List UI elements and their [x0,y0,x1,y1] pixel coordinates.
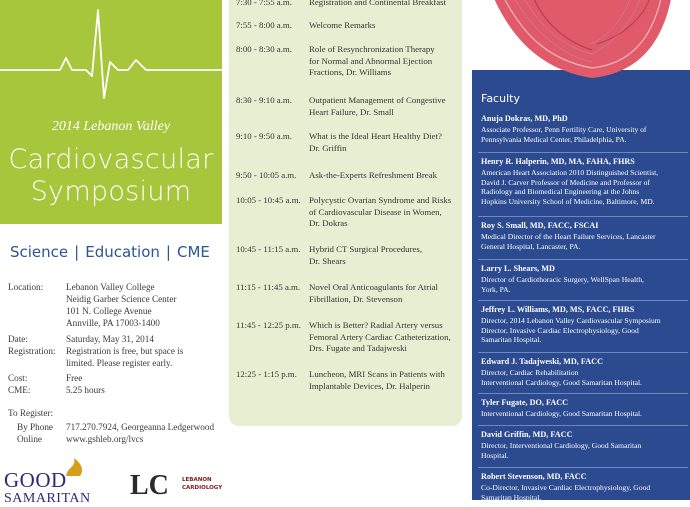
faculty-description [481,441,686,460]
schedule-time: 7:30 - 7:55 a.m. [236,0,292,7]
register-heading: To Register: [8,408,54,418]
schedule-session-line: Dr. Shears [309,255,346,266]
faculty-divider [478,352,688,353]
faculty-name: Jeffrey L. Williams, MD, MS, FACC, FHRS [481,305,635,314]
cme-value: 5.25 hours [66,385,105,395]
faculty-divider [478,152,688,153]
faculty-heading: Faculty [481,92,520,105]
faculty-description [481,125,686,144]
faculty-description-line: Hospital. [481,450,509,460]
schedule-session-line: Implantable Devices, Dr. Halperin [309,380,430,391]
faculty-name: Tyler Fugate, DO, FACC [481,398,569,407]
faculty-description-line: Director of Cardiothoracic Surgery, WellSpan Health, [481,275,644,284]
faculty-divider [478,393,688,394]
faculty-description-line: Samaritan Hospital. [481,335,542,345]
location-line: Annville, PA 17003-1400 [66,318,160,328]
schedule-session-line: Registration and Continental Breakfast [309,0,447,7]
faculty-name: Larry L. Shears, MD [481,264,555,273]
faculty-description [481,168,686,206]
faculty-description-line: Associate Professor, Penn Fertility Care, University of [481,125,647,134]
cme-label: CME: [8,385,31,395]
schedule-session [309,170,459,182]
faculty-description [481,368,686,387]
schedule-time: 10:05 - 10:45 a.m. [236,195,301,205]
cost-label: Cost: [8,373,28,383]
schedule-session [309,95,459,118]
schedule-session-line: Dr. Dokras [309,218,348,228]
date-label: Date: [8,334,28,344]
schedule-session-line: Luncheon, MRI Scans in Patients with [309,369,445,379]
schedule-session [309,244,459,267]
faculty-description-line: American Heart Association 2010 Distinguished Scientist, [481,168,659,177]
schedule-time: 7:55 - 8:00 a.m. [236,20,292,30]
schedule-session-line: of Cardiovascular Disease in Women, [309,206,442,217]
schedule-time: 10:45 - 11:15 a.m. [236,244,301,254]
event-title-line2: Symposium [30,176,192,207]
schedule-session [309,195,459,230]
location-label: Location: [8,282,44,292]
schedule-session-line: Hybrid CT Surgical Procedures, [309,244,423,254]
faculty-name: Roy S. Small, MD, FACC, FSCAI [481,221,599,230]
faculty-name: David Griffin, MD, FACC [481,430,573,439]
schedule-session-line: Fractions, Dr. Williams [309,67,392,77]
registration-line: Registration is free, but space is [66,346,184,356]
schedule-session [309,20,459,32]
schedule-session-line: Heart Failure, Dr. Small [309,106,394,117]
schedule-session-line: Polycystic Ovarian Syndrome and Risks [309,195,452,205]
location-line: 101 N. College Avenue [66,306,152,316]
lebanon-cardiology-logo [130,470,222,500]
location-line: Lebanon Valley College [66,282,155,292]
schedule-session-line: Femoral Artery Cardiac Catheterization, [309,331,451,342]
faculty-description [481,409,686,419]
schedule-session-line: Welcome Remarks [309,20,376,30]
schedule-time: 9:10 - 9:50 a.m. [236,131,292,141]
faculty-description-line: Director, Cardiac Rehabilitation [481,368,579,377]
tagline-science: Science [10,243,69,261]
phone-value: 717.270.7924, Georgeanna Ledgerwood [66,422,215,432]
cost-value: Free [66,373,83,383]
schedule-session [309,369,459,392]
faculty-divider [478,467,688,468]
event-year-subtitle: 2014 Lebanon Valley [51,119,171,134]
schedule-time: 8:00 - 8:30 a.m. [236,44,292,54]
event-title-line1: Cardiovascular [8,144,214,175]
faculty-name: Edward J. Tadajweski, MD, FACC [481,357,603,366]
schedule-session-line: Role of Resynchronization Therapy [309,44,435,54]
lebanon-cardiology-text: CARDIOLOGY [182,485,223,491]
faculty-description-line: David J. Carver Professor of Medicine and Professor of [481,177,650,187]
faculty-description [481,316,686,345]
faculty-description-line: Pennsylvania Medical Center, Philadelphia, PA. [481,134,627,144]
schedule-session-line: Dr. Griffin [309,142,347,153]
faculty-name: Anuja Dokras, MD, PhD [481,114,568,123]
faculty-description-line: Director, 2014 Lebanon Valley Cardiovascular Symposium [481,316,661,325]
date-value: Saturday, May 31, 2014 [66,334,154,344]
online-label: Online [17,434,43,444]
faculty-description-line: Samaritan Hospital. [481,492,542,502]
faculty-description-line: Hopkins University School of Medicine, Baltimore, MD. [481,196,655,206]
faculty-divider [478,300,688,301]
faculty-description-line: Radiology and Biomedical Engineering at the Johns [481,187,640,197]
lebanon-cardiology-monogram: LC [130,470,169,501]
faculty-description-line: Director, Invasive Cardiac Electrophysiology, Good [481,325,639,335]
faculty-description-line: Medical Director of the Heart Failure Services, Lancaster [481,232,656,241]
faculty-name: Henry R. Halperin, MD, MA, FAHA, FHRS [481,157,635,166]
tagline: Science | Education | CME [10,243,210,261]
faculty-description-line: York, PA. [481,284,511,294]
schedule-time: 9:50 - 10:05 a.m. [236,170,297,180]
faculty-divider [478,216,688,217]
faculty-description [481,232,686,251]
schedule-time: 8:30 - 9:10 a.m. [236,95,292,105]
phone-label: By Phone [17,422,53,432]
faculty-description [481,275,686,294]
heart-illustration [472,0,690,82]
registration-url-link[interactable]: www.gshleb.org/lvcs [66,434,144,444]
schedule-session-line: Which is Better? Radial Artery versus [309,320,443,330]
location-line: Neidig Garber Science Center [66,294,177,304]
ecg-line-graphic [0,0,222,110]
schedule-session-line: What is the Ideal Heart Healthy Diet? [309,131,442,141]
schedule-session [309,0,459,9]
faculty-name: Robert Stevenson, MD, FACC [481,472,587,481]
schedule-time: 12:25 - 1:15 p.m. [236,369,297,379]
faculty-description-line: Co-Director, Invasive Cardiac Electrophysiology, Good [481,483,651,492]
good-samaritan-logo-top: GOOD [4,468,67,492]
registration-label: Registration: [8,346,56,356]
faculty-description-line: General Hospital, Lancaster, PA. [481,241,581,251]
schedule-session [309,131,459,154]
faculty-description-line: Director, Interventional Cardiology, Good Samaritan [481,441,642,450]
schedule-time: 11:15 - 11:45 a.m. [236,282,301,292]
schedule-session-line: Drs. Fugate and Tadajweski [309,343,407,353]
good-samaritan-logo-bottom: SAMARITAN [4,491,91,506]
faculty-divider [478,259,688,260]
schedule-session-line: Fibrillation, Dr. Stevenson [309,293,403,304]
tagline-cme: CME [176,243,210,261]
faculty-description-line: Interventional Cardiology, Good Samaritan Hospital. [481,409,643,418]
schedule-session [309,282,459,305]
schedule-session-line: Outpatient Management of Congestive [309,95,446,105]
schedule-session [309,320,459,355]
good-samaritan-logo [2,458,102,506]
schedule-session-line: Ask-the-Experts Refreshment Break [309,170,438,180]
tagline-education: Education [85,243,160,261]
lebanon-cardiology-text: LEBANON [182,477,212,483]
faculty-description-line: Interventional Cardiology, Good Samaritan Hospital. [481,377,643,387]
faculty-divider [478,425,688,426]
schedule-session-line: for Normal and Abnormal Ejection [309,55,433,66]
schedule-session [309,44,459,79]
registration-line: limited. Please register early. [66,358,173,368]
faculty-description [481,483,686,502]
schedule-time: 11:45 - 12:25 p.m. [236,320,301,330]
schedule-session-line: Novel Oral Anticoagulants for Atrial [309,282,438,292]
